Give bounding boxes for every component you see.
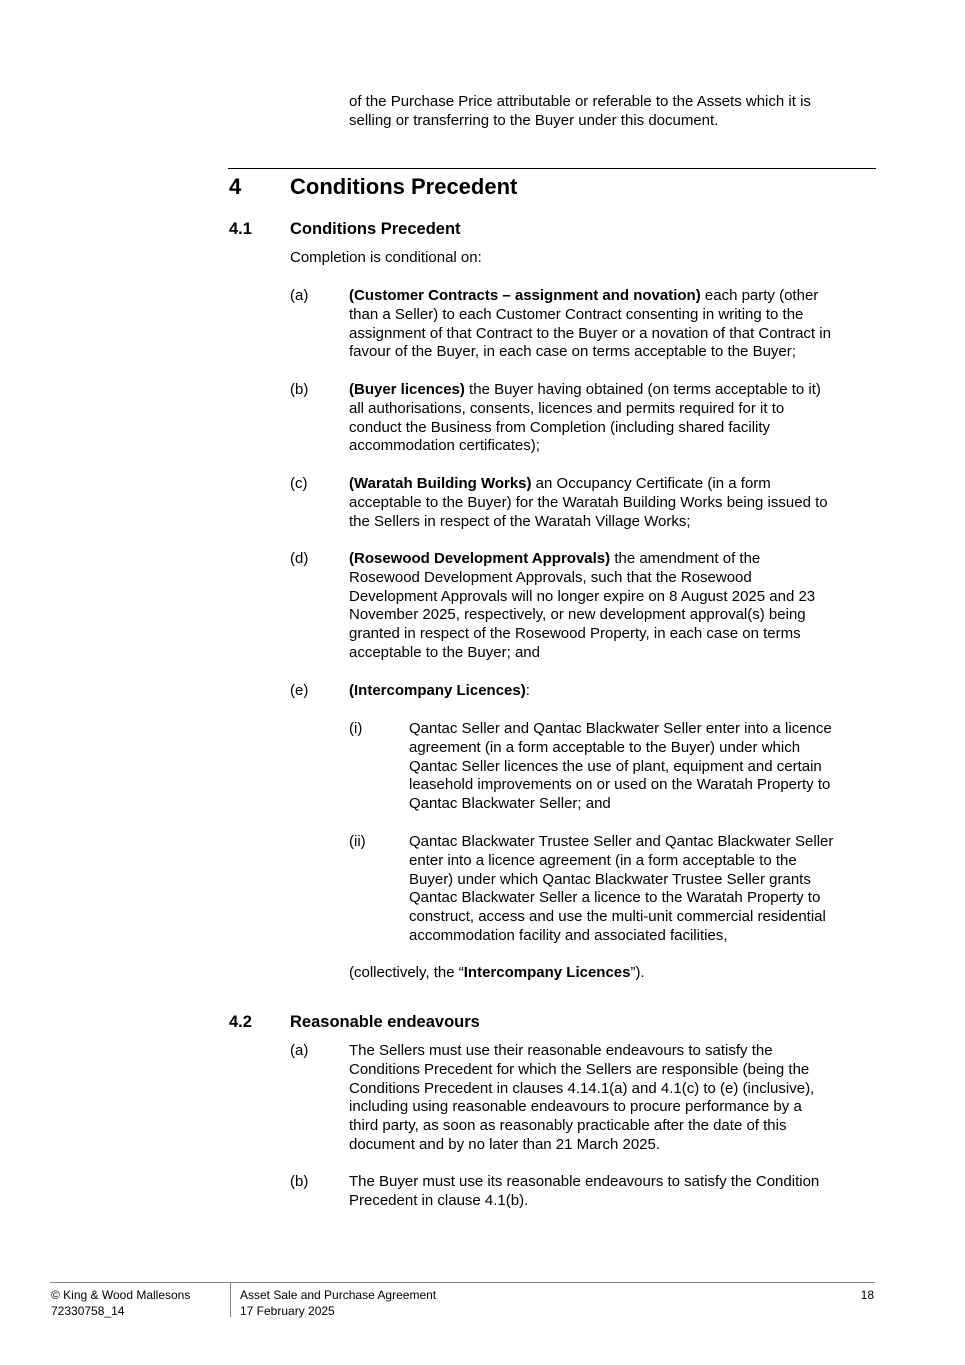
subitem-ii-line: accommodation facility and associated facilities,	[409, 926, 728, 944]
item-a-text	[349, 287, 831, 362]
item-d-line: Development Approvals will no longer expire on 8 August 2025 and 23	[349, 587, 816, 605]
intro-line-2: selling or transferring to the Buyer under this document.	[349, 111, 719, 129]
item-d-label: (d)	[290, 550, 309, 567]
item-e-heading: (Intercompany Licences)	[349, 682, 526, 699]
subitem-i-line: leasehold improvements on or used on the Waratah Property to	[409, 776, 831, 794]
item-b-heading: (Buyer licences)	[349, 381, 465, 398]
item-c-text	[349, 475, 828, 531]
clause-4-2-item-a-line: including using reasonable endeavours to procure performance by a	[349, 1098, 802, 1116]
item-c-line: the Sellers in respect of the Waratah Village Works;	[349, 512, 691, 530]
section-number: 4	[229, 174, 242, 199]
footer-doc-id: 72330758_14	[51, 1304, 125, 1318]
clause-4-1-number: 4.1	[229, 220, 252, 238]
collective-post: ”).	[630, 964, 645, 981]
clause-4-1-lead: Completion is conditional on:	[290, 249, 482, 266]
item-c-label: (c)	[290, 475, 308, 492]
item-d-line: granted in respect of the Rosewood Property, in each case on terms	[349, 625, 801, 643]
subitem-i-text	[409, 720, 832, 814]
subitem-ii-label: (ii)	[349, 833, 366, 850]
subitem-i-line: Qantac Blackwater Seller; and	[409, 795, 611, 813]
footer-date: 17 February 2025	[240, 1304, 335, 1318]
item-b-line: conduct the Business from Completion (including shared facility	[349, 418, 771, 436]
clause-4-2-number: 4.2	[229, 1013, 252, 1031]
footer-doc-title: Asset Sale and Purchase Agreement	[240, 1288, 437, 1302]
subitem-ii-line: construct, access and use the multi-unit commercial residential	[409, 908, 826, 926]
item-b-text	[349, 381, 821, 456]
subitem-i-line: Qantac Seller licences the use of plant, equipment and certain	[409, 757, 822, 775]
item-c-line: acceptable to the Buyer) for the Waratah Building Works being issued to	[349, 493, 828, 511]
item-b-line: all authorisations, consents, licences and permits required for it to	[349, 399, 785, 417]
item-d-line: Rosewood Development Approvals, such that the Rosewood	[349, 568, 752, 586]
subitem-i-line: agreement (in a form acceptable to the Buyer) under which	[409, 738, 801, 756]
item-b-first: the Buyer having obtained (on terms acceptable to it)	[464, 381, 821, 398]
item-e-text	[349, 682, 530, 701]
section-title: Conditions Precedent	[290, 174, 518, 199]
intro-line-1: of the Purchase Price attributable or referable to the Assets which it is	[349, 93, 811, 110]
subitem-ii-line: Qantac Blackwater Seller a licence to the Waratah Property to	[409, 889, 821, 907]
clause-4-2-item-b-line: Precedent in clause 4.1(b).	[349, 1191, 529, 1209]
clause-4-2-item-b-text	[349, 1173, 819, 1211]
clause-4-2-title: Reasonable endeavours	[290, 1013, 480, 1031]
item-d-heading: (Rosewood Development Approvals)	[349, 550, 611, 567]
subitem-ii-line: Qantac Blackwater Trustee Seller and Qantac Blackwater Seller	[409, 833, 834, 850]
item-d-first: the amendment of the	[610, 550, 761, 567]
item-e-first: :	[525, 682, 530, 699]
item-a-line: favour of the Buyer, in each case on terms acceptable to the Buyer;	[349, 343, 796, 361]
clause-4-2-item-a-line: third party, as soon as reasonably practicable after the date of this	[349, 1117, 787, 1135]
subitem-i-label: (i)	[349, 720, 363, 737]
footer-page-number: 18	[860, 1288, 874, 1302]
item-d-line: November 2025, respectively, or new development approval(s) being	[349, 606, 806, 624]
item-d-line: acceptable to the Buyer; and	[349, 643, 540, 661]
item-e-label: (e)	[290, 682, 309, 699]
item-a-heading: (Customer Contracts – assignment and novation)	[349, 287, 701, 304]
item-d-text	[349, 550, 815, 663]
intro-paragraph	[349, 93, 811, 131]
clause-4-2-item-a-line: Conditions Precedent in clauses 4.14.1(a) and 4.1(c) to (e) (inclusive),	[349, 1079, 815, 1097]
clause-4-1-title: Conditions Precedent	[290, 220, 461, 238]
item-a-line: than a Seller) to each Customer Contract consenting in writing to the	[349, 305, 804, 323]
clause-4-2-item-a-text	[349, 1042, 814, 1155]
footer-rule	[50, 1282, 875, 1283]
section-rule	[228, 168, 876, 169]
item-a-label: (a)	[290, 287, 309, 304]
item-a-first: each party (other	[700, 287, 819, 304]
clause-4-2-item-a-line: The Sellers must use their reasonable endeavours to satisfy the	[349, 1042, 773, 1059]
footer-firm: © King & Wood Mallesons	[51, 1288, 191, 1302]
subitem-i-line: Qantac Seller and Qantac Blackwater Seller enter into a licence	[409, 720, 832, 737]
collective-definition	[349, 964, 645, 983]
clause-4-2-item-a-label: (a)	[290, 1042, 309, 1059]
footer-separator	[230, 1283, 231, 1317]
subitem-ii-text	[409, 833, 833, 946]
collective-pre: (collectively, the “	[349, 964, 464, 981]
subitem-ii-line: enter into a licence agreement (in a form acceptable to the	[409, 851, 797, 869]
subitem-ii-line: Buyer) under which Qantac Blackwater Trustee Seller grants	[409, 870, 811, 888]
clause-4-2-item-a-line: document and by no later than 21 March 2025.	[349, 1135, 661, 1153]
clause-4-2-item-b-label: (b)	[290, 1173, 309, 1190]
defined-term: Intercompany Licences	[463, 964, 631, 981]
item-b-line: accommodation certificates);	[349, 437, 540, 455]
item-a-line: assignment of that Contract to the Buyer or a novation of that Contract in	[349, 324, 831, 342]
item-b-label: (b)	[290, 381, 309, 398]
item-c-first: an Occupancy Certificate (in a form	[531, 475, 771, 492]
clause-4-2-item-b-line: The Buyer must use its reasonable endeavours to satisfy the Condition	[349, 1173, 820, 1190]
item-c-heading: (Waratah Building Works)	[349, 475, 532, 492]
clause-4-2-item-a-line: Conditions Precedent for which the Sellers are responsible (being the	[349, 1060, 810, 1078]
